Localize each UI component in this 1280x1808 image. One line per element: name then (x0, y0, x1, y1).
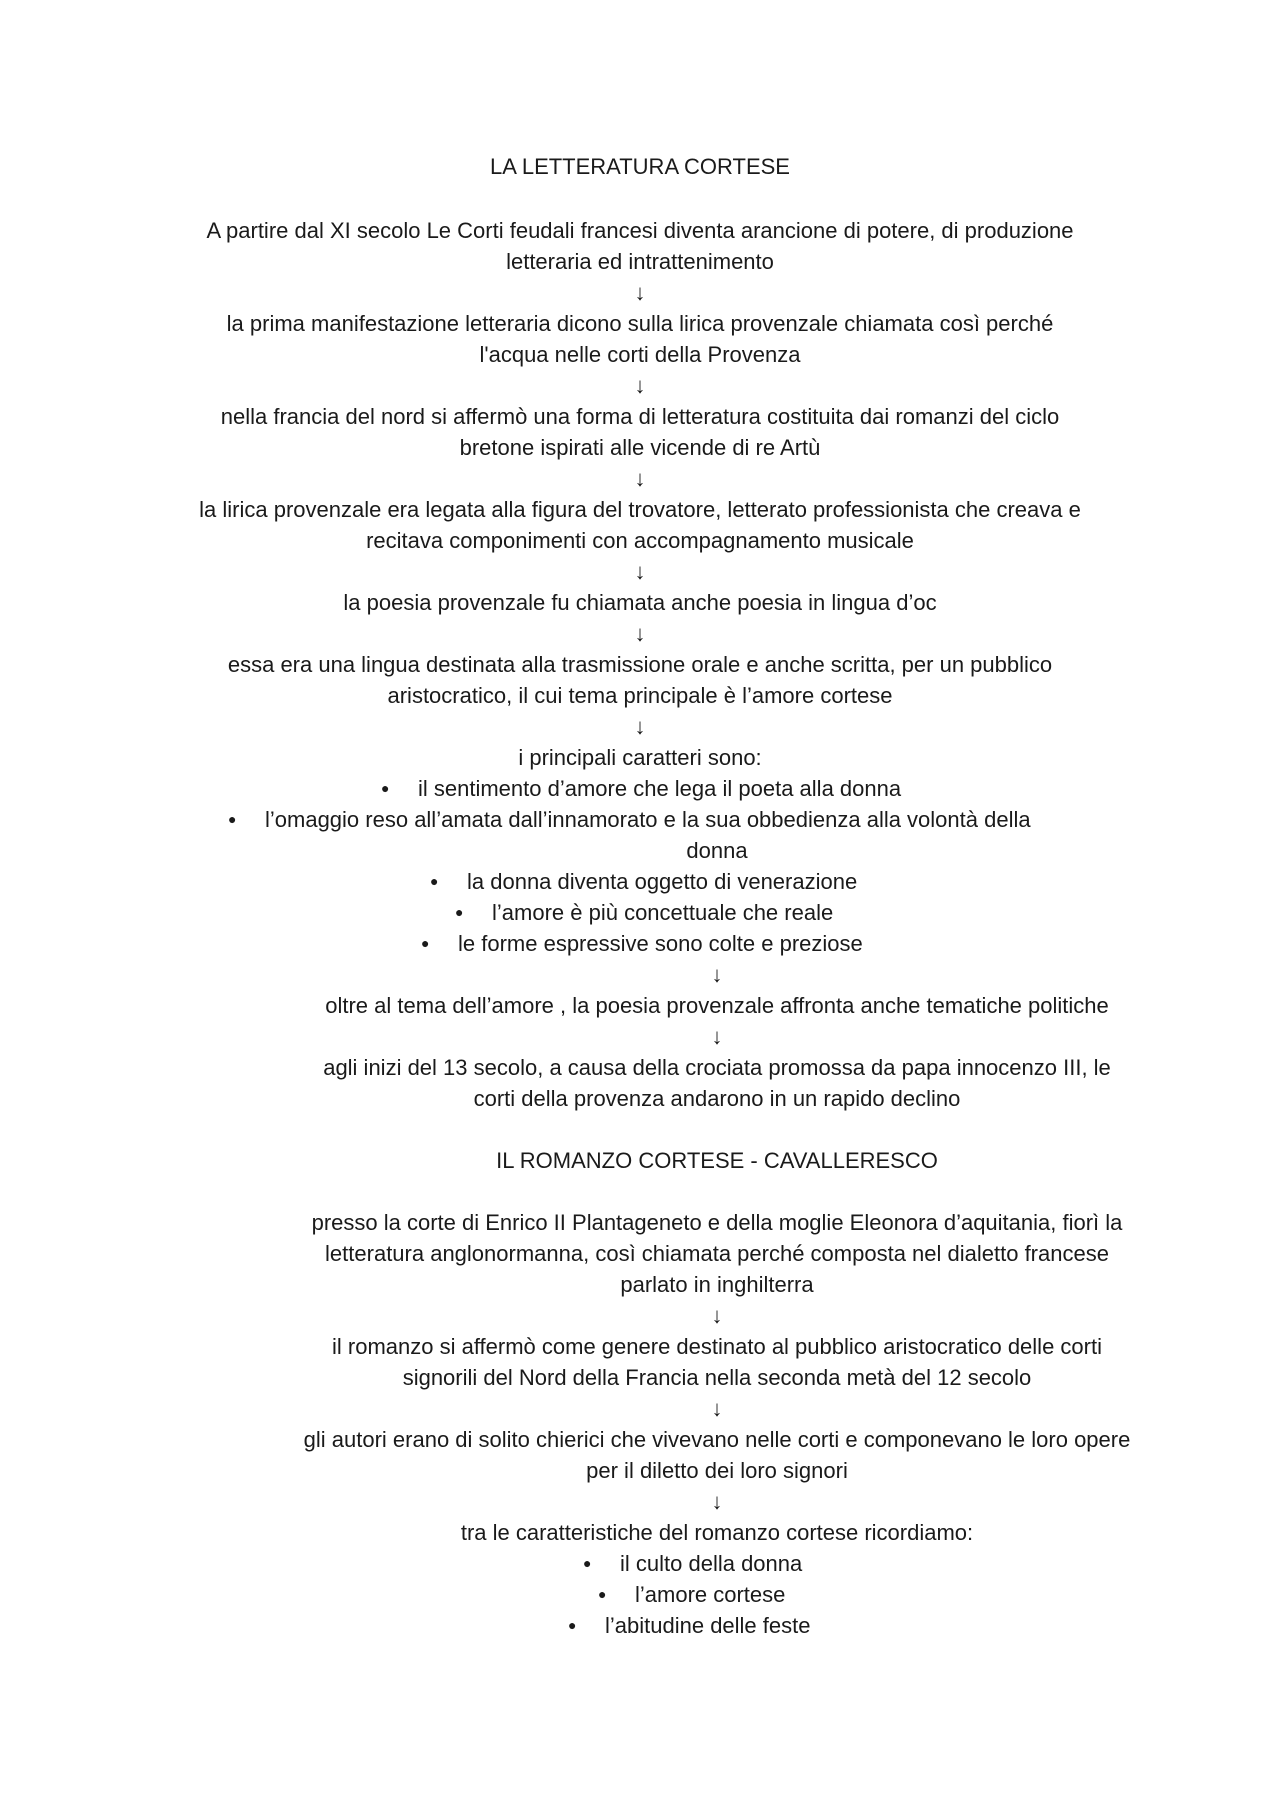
down-arrow-icon: ↓ (634, 466, 646, 491)
down-arrow-icon: ↓ (634, 714, 646, 739)
title-letteratura-cortese: LA LETTERATURA CORTESE (490, 154, 790, 179)
paragraph-line: l'acqua nelle corti della Provenza (479, 342, 801, 367)
title-romanzo-cortese: IL ROMANZO CORTESE - CAVALLERESCO (496, 1148, 938, 1173)
bullet-icon: ● (381, 780, 390, 796)
paragraph-line: per il diletto dei loro signori (586, 1458, 848, 1483)
paragraph-line: signorili del Nord della Francia nella seconda metà del 12 secolo (402, 1365, 1032, 1390)
down-arrow-icon: ↓ (711, 962, 723, 987)
paragraph-line: recitava componimenti con accompagnamento musicale (366, 528, 914, 553)
paragraph-line: bretone ispirati alle vicende di re Artù (459, 435, 821, 460)
list-item: il sentimento d’amore che lega il poeta alla donna (418, 776, 902, 801)
paragraph-line: la poesia provenzale fu chiamata anche poesia in lingua d’oc (343, 590, 937, 615)
bullet-icon: ● (598, 1586, 607, 1602)
paragraph-line: presso la corte di Enrico II Plantageneto e della moglie Eleonora d’aquitania, fiorì la (311, 1210, 1123, 1235)
down-arrow-icon: ↓ (711, 1396, 723, 1421)
paragraph-line: A partire dal XI secolo Le Corti feudali francesi diventa arancione di potere, di produzione (206, 218, 1074, 243)
paragraph-line: aristocratico, il cui tema principale è l’amore cortese (387, 683, 893, 708)
down-arrow-icon: ↓ (711, 1489, 723, 1514)
list-item: l’amore cortese (635, 1582, 786, 1607)
down-arrow-icon: ↓ (711, 1024, 723, 1049)
bullet-icon: ● (430, 873, 439, 889)
paragraph-line: i principali caratteri sono: (518, 745, 762, 770)
paragraph-line: letteratura anglonormanna, così chiamata perché composta nel dialetto francese (325, 1241, 1109, 1266)
paragraph-line: gli autori erano di solito chierici che vivevano nelle corti e componevano le loro opere (303, 1427, 1131, 1452)
list-item: l’abitudine delle feste (605, 1613, 811, 1638)
paragraph-line: oltre al tema dell’amore , la poesia provenzale affronta anche tematiche politiche (325, 993, 1109, 1018)
list-item: la donna diventa oggetto di venerazione (467, 869, 858, 894)
list-item: le forme espressive sono colte e preziose (458, 931, 863, 956)
paragraph-line: la lirica provenzale era legata alla figura del trovatore, letterato professionista che creava e (199, 497, 1081, 522)
down-arrow-icon: ↓ (634, 373, 646, 398)
bullet-icon: ● (583, 1555, 592, 1571)
down-arrow-icon: ↓ (711, 1303, 723, 1328)
bullet-icon: ● (568, 1617, 577, 1633)
paragraph-line: corti della provenza andarono in un rapido declino (473, 1086, 961, 1111)
bullet-icon: ● (455, 904, 464, 920)
list-item-continuation: donna (686, 838, 748, 863)
paragraph-line: essa era una lingua destinata alla trasmissione orale e anche scritta, per un pubblico (227, 652, 1053, 677)
paragraph-line: agli inizi del 13 secolo, a causa della crociata promossa da papa innocenzo III, le (323, 1055, 1111, 1080)
list-item: l’amore è più concettuale che reale (492, 900, 834, 925)
paragraph-line: il romanzo si affermò come genere destinato al pubblico aristocratico delle corti (332, 1334, 1102, 1359)
paragraph-line: letteraria ed intrattenimento (506, 249, 774, 274)
paragraph-line: nella francia del nord si affermò una forma di letteratura costituita dai romanzi del ciclo (220, 404, 1060, 429)
paragraph-line: tra le caratteristiche del romanzo cortese ricordiamo: (460, 1520, 974, 1545)
bullet-icon: ● (228, 811, 237, 827)
list-item: il culto della donna (620, 1551, 803, 1576)
paragraph-line: la prima manifestazione letteraria dicono sulla lirica provenzale chiamata così perché (226, 311, 1054, 336)
down-arrow-icon: ↓ (634, 621, 646, 646)
paragraph-line: parlato in inghilterra (620, 1272, 814, 1297)
list-item: l’omaggio reso all’amata dall’innamorato e la sua obbedienza alla volontà della (265, 807, 1031, 832)
down-arrow-icon: ↓ (634, 559, 646, 584)
down-arrow-icon: ↓ (634, 280, 646, 305)
bullet-icon: ● (421, 935, 430, 951)
